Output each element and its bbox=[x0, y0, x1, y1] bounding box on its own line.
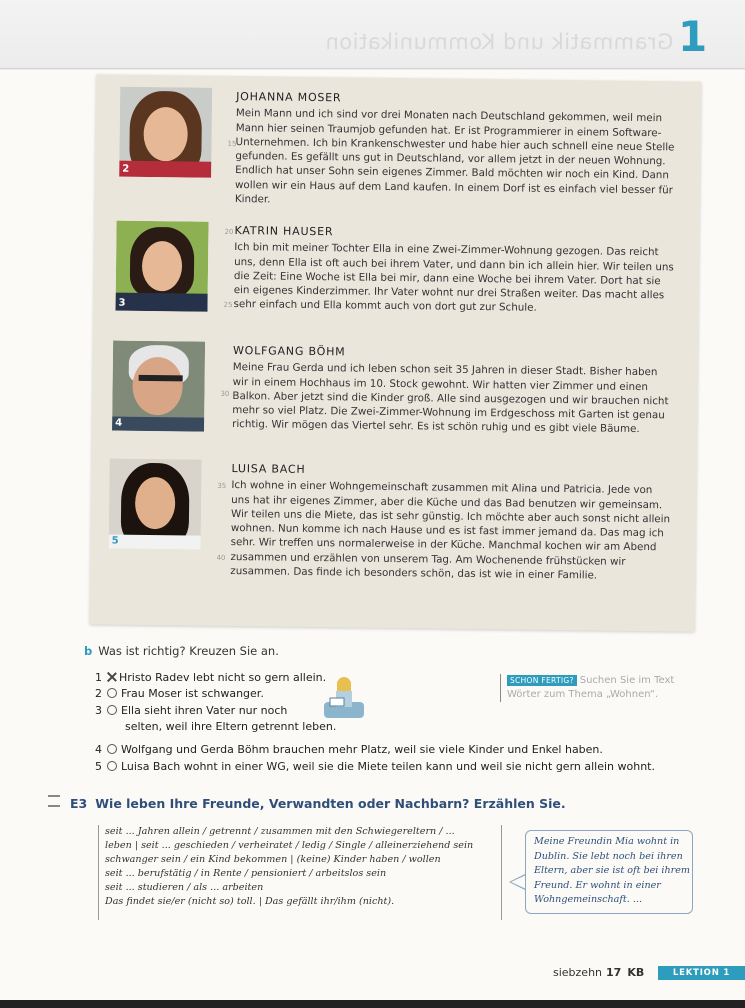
task-letter: b bbox=[84, 644, 93, 658]
tip-text: Suchen Sie im Text Wörter zum Thema „Wohnen“. bbox=[507, 675, 675, 700]
task-instruction: Was ist richtig? Kreuzen Sie an. bbox=[98, 644, 279, 658]
checklist-item-continued: selten, weil ihre Eltern getrennt leben. bbox=[125, 720, 337, 733]
phrase-box bbox=[98, 825, 502, 920]
lektion-tab: LEKTION 1 bbox=[658, 966, 745, 980]
page-edge bbox=[0, 1000, 745, 1008]
person-name: KATRIN HAUSER bbox=[234, 224, 334, 239]
person-text: Mein Mann und ich sind vor drei Monaten nach Deutschland gekommen, weil mein Mann hier seinen Traumjob gefunden hat. Er ist Programmierer in einem Software-Unternehmen. Ich bin Krankenschwester und habe hier auch schnell eine neue Stelle gefunden. Es gefällt uns gut in Deutschland, vor allem jetzt in der neuen Wohnung. Endlich hat unser Sohn sein eigenes Zimmer. Bald möchten wir noch ein Kind. Dann wollen wir ein Haus auf dem Land kaufen. In einem Dorf ist es einfach viel besser für Kinder. bbox=[234, 107, 675, 206]
page-word: siebzehn bbox=[553, 966, 603, 979]
person-katrin-hauser bbox=[233, 224, 674, 317]
person-name: WOLFGANG BÖHM bbox=[232, 344, 346, 359]
person-text: Ich wohne in einer Wohngemeinschaft zusammen mit Alina und Patricia. Jede von uns hat ihr eigenes Zimmer, aber die Küche und das Bad benutzen wir gemeinsam. Wir teilen uns die Miete, das ist sehr günstig. Ich möchte aber auch sonst nicht allein wohnen. Nun komme ich nach Hause und es ist fast immer jemand da. Das mag ich sehr. Wir treffen uns normalerweise in der Küche. Manchmal kochen wir am Abend zusammen und erzählen von unserem Tag. Am Wochenende frühstücken wir zusammen. Das finde ich besonders schön, das ist wie in einer Familie. bbox=[230, 479, 671, 582]
phrase-line: seit ... berufstätig / in Rente / pensioniert / arbeitslos sein bbox=[105, 868, 387, 879]
checkbox[interactable] bbox=[107, 688, 117, 698]
line-number: 15 bbox=[227, 139, 237, 149]
kb-label: KB bbox=[627, 966, 645, 979]
line-number: 20 bbox=[224, 227, 234, 237]
person-wolfgang-boehm bbox=[232, 344, 673, 437]
line-number: 30 bbox=[220, 389, 230, 398]
photo-katrin-hauser bbox=[115, 221, 208, 312]
header-ghost-title: Grammatik und Kommunikation bbox=[325, 30, 674, 54]
page-footer bbox=[553, 966, 644, 979]
phrase-line: Das findet sie/er (nicht so) toll. | Das gefällt ihr/ihm (nicht). bbox=[105, 896, 395, 907]
person-text: Ich bin mit meiner Tochter Ella in eine Zwei-Zimmer-Wohnung gezogen. Das reicht uns, denn Ella ist oft auch bei ihrem Vater, und dann bin ich allein hier. Wir teilen uns die Zeit: Eine Woche ist Ella bei mir, dann eine Woche bei ihrem Vater. Dort hat sie ein eigenes Kinderzimmer. Ihr Vater wohnt nur drei Straßen weiter. Das macht alles sehr einfach und Ella kommt auch von dort gut zur Schule. bbox=[233, 241, 674, 315]
page-number: 17 bbox=[606, 966, 622, 979]
exercise-e3-heading bbox=[48, 795, 566, 811]
phrase-line: leben | seit ... geschieden / verheiratet / ledig / Single / alleinerziehend sein bbox=[105, 840, 474, 851]
photo-number: 3 bbox=[118, 297, 126, 309]
illustration-reading-woman bbox=[320, 672, 370, 724]
photo-johanna-moser bbox=[119, 87, 212, 178]
header-divider bbox=[0, 68, 745, 69]
photo-number: 2 bbox=[122, 163, 130, 175]
checklist-item: 4 Wolfgang und Gerda Böhm brauchen mehr Platz, weil sie viele Kinder und Enkel haben. bbox=[95, 743, 603, 756]
person-text: Meine Frau Gerda und ich leben schon seit 35 Jahren in dieser Stadt. Bisher haben wir in einem Hochhaus im 10. Stock gewohnt. Wir hatten vier Zimmer und einen Balkon. Aber jetzt sind die Kinder groß. Alle sind ausgezogen und wir brauchen nicht mehr so viel Platz. Die Zwei-Zimmer-Wohnung im Erdgeschoss mit Garten ist genau richtig. Wir mögen das Viertel sehr. Es ist schön ruhig und es gibt viele Bäume. bbox=[232, 361, 669, 436]
photo-wolfgang-boehm bbox=[112, 341, 205, 432]
checklist-item: 5 Luisa Bach wohnt in einer WG, weil sie die Miete teilen kann und weil sie nicht gern allein wohnt. bbox=[95, 760, 655, 773]
checklist-item: 2 Frau Moser ist schwanger. bbox=[95, 687, 264, 700]
reading-text-card bbox=[90, 74, 702, 631]
phrase-line: seit ... studieren / als ... arbeiten bbox=[105, 882, 264, 893]
chapter-number: 1 bbox=[678, 12, 708, 61]
checkbox[interactable] bbox=[107, 761, 117, 771]
speaking-icon bbox=[48, 795, 60, 807]
line-number: 35 bbox=[217, 481, 227, 490]
task-b-instruction bbox=[84, 644, 279, 658]
phrase-line: schwanger sein / ein Kind bekommen | (keine) Kinder haben / wollen bbox=[105, 854, 441, 865]
line-number: 40 bbox=[216, 553, 226, 562]
tip-box bbox=[500, 674, 707, 702]
photo-number: 5 bbox=[111, 535, 119, 547]
person-name: JOHANNA MOSER bbox=[236, 90, 342, 105]
checkbox[interactable] bbox=[107, 744, 117, 754]
photo-number: 4 bbox=[115, 417, 123, 429]
photo-luisa-bach bbox=[109, 459, 202, 550]
exercise-title: Wie leben Ihre Freunde, Verwandten oder Nachbarn? Erzählen Sie. bbox=[95, 796, 566, 811]
line-number: 25 bbox=[223, 300, 233, 310]
person-name: LUISA BACH bbox=[231, 462, 306, 476]
checkbox[interactable] bbox=[107, 705, 117, 715]
checklist-item: 1 Hristo Radev lebt nicht so gern allein. bbox=[95, 671, 327, 684]
person-luisa-bach bbox=[230, 462, 671, 584]
person-johanna-moser bbox=[235, 90, 676, 212]
checkbox-checked[interactable] bbox=[107, 672, 117, 682]
checklist-item: 3 Ella sieht ihren Vater nur noch bbox=[95, 704, 288, 717]
phrase-line: seit ... Jahren allein / getrennt / zusammen mit den Schwiegereltern / ... bbox=[105, 826, 455, 837]
exercise-label: E3 bbox=[70, 796, 88, 811]
speech-bubble: Meine Freundin Mia wohnt in Dublin. Sie lebt noch bei ihren Eltern, aber sie ist oft bei ihrem Freund. Er wohnt in einer Wohngemeinschaft. ... bbox=[525, 830, 693, 914]
tip-badge: SCHON FERTIG? bbox=[507, 675, 577, 686]
